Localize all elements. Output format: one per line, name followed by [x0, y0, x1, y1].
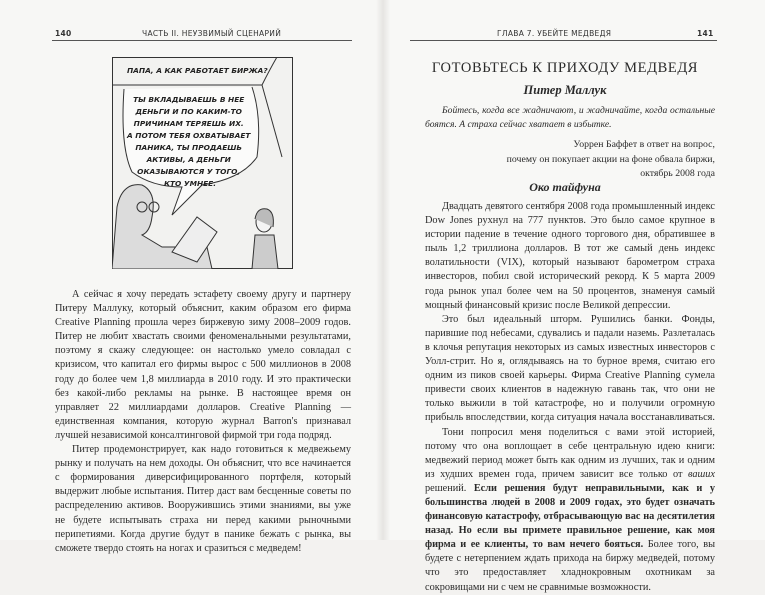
- cartoon-line: КТО УМНЕЕ.: [163, 179, 217, 188]
- header-rule-right: [410, 40, 717, 41]
- cartoon-line: ТЫ ВКЛАДЫВАЕШЬ В НЕЕ: [133, 95, 245, 104]
- subheading: Око тайфуна: [529, 180, 601, 194]
- book-gutter: [376, 0, 390, 540]
- attribution-line: почему он покупает акции на фоне обвала биржи,: [506, 153, 715, 165]
- left-body-text: [55, 288, 351, 556]
- attribution-line: Уоррен Баффет в ответ на вопрос,: [573, 139, 715, 150]
- paragraph: Это был идеальный шторм. Рушились банки. Фонды, парившие под небесами, сдувались и падали наземь. Разлеталась в клочья репутация некоторых из самых известных инвесторов с Уолл-стрит. Но я, оглядываясь на то бурное время, считаю его одним из пиков своей карьеры. Фирма Creative Planning сумела привести своих клиентов в надежную гавань так, что они не только выжили в той катастрофе, но и получили огромную прибыль впоследствии, когда ситуация начала восстанавливаться.: [425, 313, 715, 424]
- cartoon-question: ПАПА, А КАК РАБОТАЕТ БИРЖА?: [127, 66, 268, 75]
- paragraph: Двадцать девятого сентября 2008 года промышленный индекс Dow Jones рухнул на 777 пунктов. Это было самое крупное в истории падение в течение одного торгового дня, обратившее в пыль 1,2 триллиона долларов. В тот же самый день индекс волатильности (VIX), который называют барометром страха инвесторов, побил свой исторический рекорд. К 5 марта 2009 года рынок упал более чем на 50 процентов, знаменуя самый мощный финансовый кризис после Великой депрессии.: [425, 201, 715, 311]
- right-body-text: [425, 200, 715, 595]
- page-number-right: 141: [697, 29, 714, 38]
- cartoon: [112, 57, 293, 269]
- cartoon-line: ОКАЗЫВАЮТСЯ У ТОГО,: [137, 167, 241, 176]
- cartoon-line: ПРИЧИНАМ ТЕРЯЕШЬ ИХ.: [133, 119, 244, 128]
- attribution-line: октябрь 2008 года: [640, 168, 715, 179]
- header-rule-left: [52, 40, 352, 41]
- page-number-left: 140: [55, 29, 72, 38]
- paragraph: [425, 426, 715, 595]
- paragraph: Питер продемонстрирует, как надо готовиться к медвежьему рынку и получать на нем доходы. Он объяснит, что все начинается с формирования диверсифицированного портфеля, который выдержит любые испытания. Питер даст вам бесценные советы по распределению активов. Вооружившись этими знаниями, вы уже не будете испытывать страха ни перед какими рыночными перипетиями. Когда другие будут в панике бежать с рынка, вы сможете твердо стоять на ногах и сразиться с медведем!: [55, 444, 351, 554]
- cartoon-line: ДЕНЬГИ И ПО КАКИМ-ТО: [135, 107, 242, 116]
- cartoon-line: ПАНИКА, ТЫ ПРОДАЕШЬ: [135, 143, 243, 152]
- epigraph: Бойтесь, когда все жадничают, и жадничайте, когда остальные боятся. А страха сейчас хватает в избытке.: [425, 105, 715, 130]
- cartoon-line: А ПОТОМ ТЕБЯ ОХВАТЫВАЕТ: [126, 131, 251, 140]
- epigraph-attribution: [425, 138, 715, 182]
- cartoon-line: АКТИВЫ, А ДЕНЬГИ: [146, 155, 231, 164]
- running-head-right: ГЛАВА 7. УБЕЙТЕ МЕДВЕДЯ: [497, 29, 612, 38]
- section-author: Питер Маллук: [523, 83, 607, 97]
- text-run: Более того, вы будете с нетерпением ждать прихода на биржу медведей, потому что это предоставляет хладнокровным охотникам за сокровищами ни с чем не сравнимые возможности.: [425, 539, 715, 593]
- text-run: Тони попросил меня поделиться с вами этой историей, потому что она воплощает в себе центральную идею книги: медвежий период может быть как одним из лучших, так и одним из худших времен года, причем зависит все только от: [425, 426, 715, 480]
- section-title: ГОТОВЬТЕСЬ К ПРИХОДУ МЕДВЕДЯ: [431, 60, 699, 76]
- paragraph: А сейчас я хочу передать эстафету своему другу и партнеру Питеру Маллуку, который объяснит, каким образом его фирма Creative Planning прошла через биржевую зиму 2008–2009 годов. Питер не любит хвастать своими феноменальными результатами, поэтому я скажу следующее: он настолько умело совладал с кризисом, что капитал его фирмы вырос с 500 миллионов в 2008 году до более чем 1,8 миллиарда в 2010 году. И это практически без какой-либо рекламы на рынке. В настоящее время он управляет 22 миллиардами долларов. Creative Planning — единственная компания, которую журнал Barron's признавал лучшей независимой консалтинговой фирмой три года подряд.: [55, 289, 351, 441]
- running-head-left: ЧАСТЬ II. НЕУЗВИМЫЙ СЦЕНАРИЙ: [142, 29, 282, 38]
- text-run: решений.: [425, 482, 474, 494]
- bold-text: Если решения будут неправильными, как и у большинства людей в 2008 и 2009 годах, это будет означать финансовую катастрофу, отбрасывающую вас на десятилетия назад. Но если вы примете правильное решение, как моя фирма и ее клиенты, то вам нечего бояться.: [425, 482, 715, 551]
- emphasis-text: ваших: [687, 468, 715, 480]
